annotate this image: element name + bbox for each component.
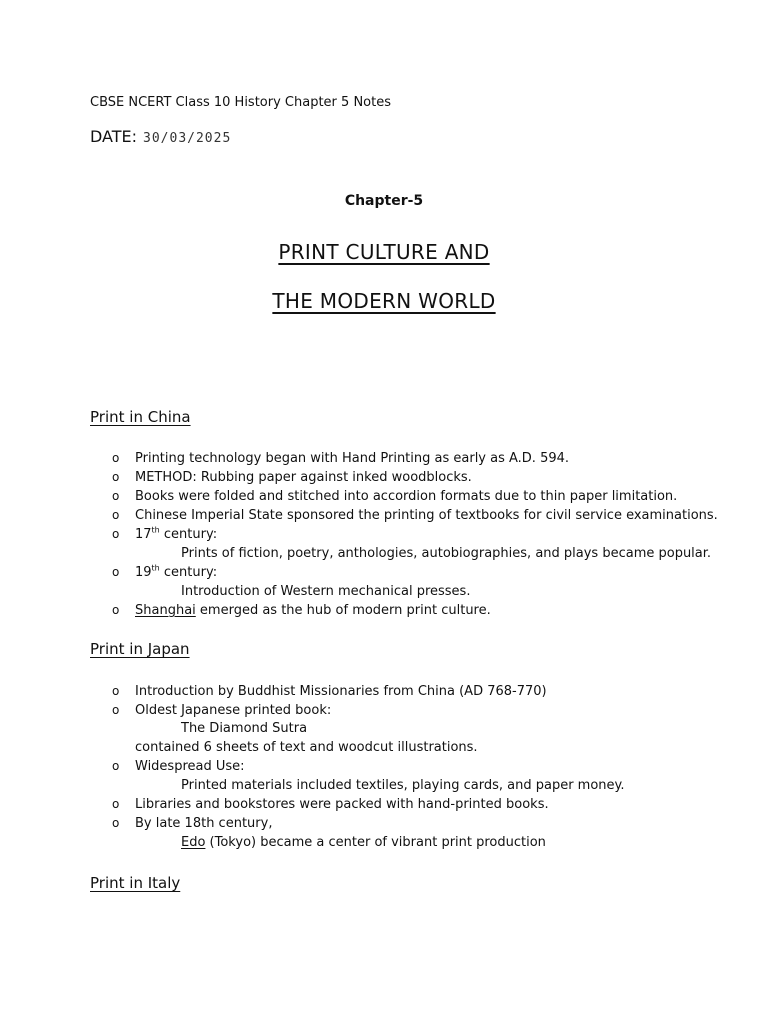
date-row — [90, 127, 231, 146]
bullet-icon: o — [112, 703, 120, 717]
bullet-icon: o — [112, 489, 120, 503]
bullet-icon: o — [112, 797, 120, 811]
place-name-shanghai: Shanghai — [135, 603, 196, 618]
bullet-icon: o — [112, 451, 120, 465]
bullet-icon: o — [112, 565, 120, 579]
document-page: CBSE NCERT Class 10 History Chapter 5 Notes DATE: 30/03/2025 Chapter-5 PRINT CULTURE AND THE MODERN WORLD Print in China o Printing technology began with Hand Printing as early as A.D. 594. o METHOD: Rubbing paper against inked woodblocks. o Books were folded and stitched into accordion formats due to thin paper limitation. o Chinese Imperial State sponsored the printing of textbooks for civil service examinations. o 17th century: Prints of fiction, poetry, anthologies, autobiographies, and plays became popular. o 19th century: Introduction of Western mechanical presses. o Shanghai emerged as the hub of modern print culture. Print in Japan o Introduction by Buddhist Missionaries from China (AD 768-770) o Oldest Japanese printed book: The Diamond Sutra contained 6 sheets of text and woodcut illustrations. o Widespread Use: Printed materials included textiles, playing cards, and paper money. o Libraries and bookstores were packed with hand-printed books. o By late 18th century, Edo (Tokyo) became a center of vibrant print production Print in Italy — [0, 0, 768, 1024]
chapter-label: Chapter-5 — [344, 193, 424, 209]
bullet-icon: o — [112, 470, 120, 484]
bullet-icon: o — [112, 508, 120, 522]
list-item-detail: Prints of fiction, poetry, anthologies, autobiographies, and plays became popular. — [181, 546, 712, 561]
section-heading-china: Print in China — [90, 408, 191, 426]
bullet-icon: o — [112, 684, 120, 698]
list-item-detail: The Diamond Sutra — [181, 721, 308, 736]
list-item-detail: Edo (Tokyo) became a center of vibrant print production — [181, 835, 546, 850]
chapter-title-line-1: PRINT CULTURE AND — [278, 240, 490, 264]
date-value: 30/03/2025 — [143, 131, 232, 146]
document-header: CBSE NCERT Class 10 History Chapter 5 Notes — [90, 95, 391, 110]
list-item-detail: Introduction of Western mechanical presses. — [181, 584, 471, 599]
chapter-title-line-2: THE MODERN WORLD — [272, 289, 496, 313]
section-heading-italy: Print in Italy — [90, 874, 181, 892]
list-item-detail: Printed materials included textiles, playing cards, and paper money. — [181, 778, 625, 793]
date-label: DATE: — [90, 127, 138, 146]
bullet-icon: o — [112, 603, 120, 617]
section-heading-japan: Print in Japan — [90, 640, 190, 658]
bullet-icon: o — [112, 527, 120, 541]
bullet-icon: o — [112, 816, 120, 830]
place-name-edo: Edo — [181, 835, 206, 850]
list-item-continuation: contained 6 sheets of text and woodcut illustrations. — [135, 740, 478, 755]
bullet-icon: o — [112, 759, 120, 773]
